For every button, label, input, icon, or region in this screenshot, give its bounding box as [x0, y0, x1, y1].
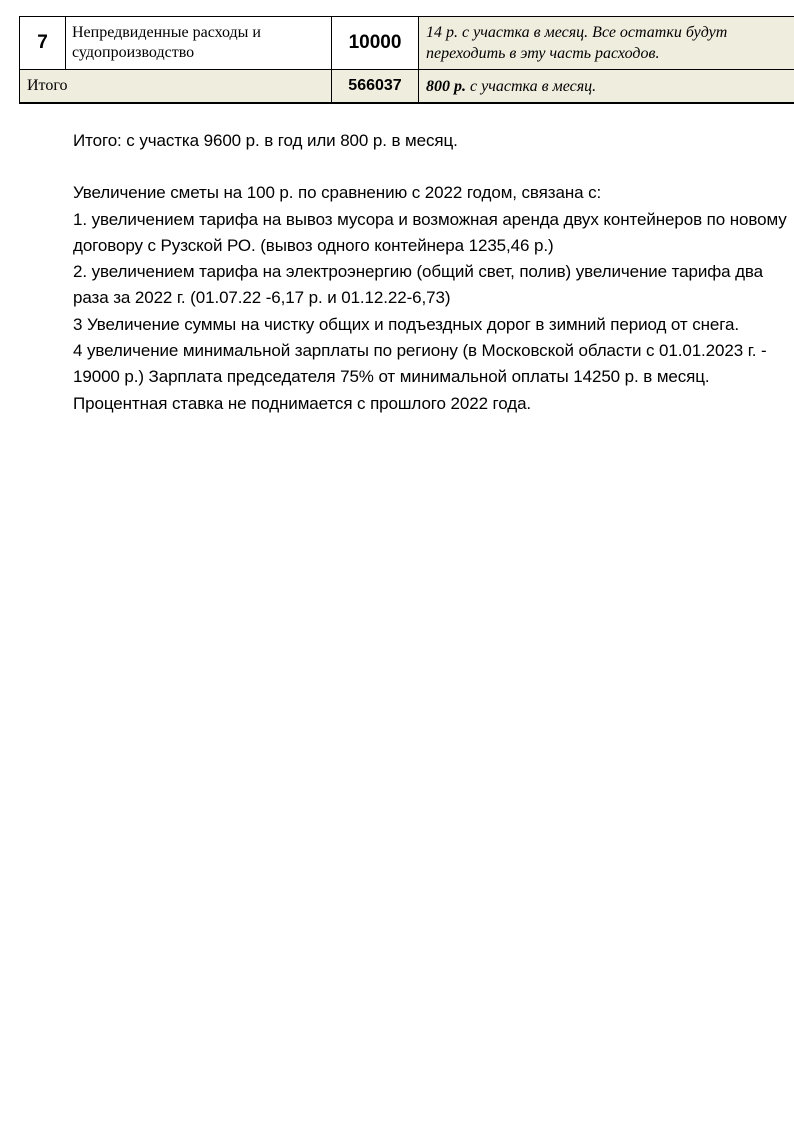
- total-row: [20, 70, 794, 104]
- reason-item: 4 увеличение минимальной зарплаты по региону (в Московской области с 01.01.2023 г. - 19000 р.) Зарплата председателя 75% от минимальной оплаты 14250 р. в месяц. Процентная ставка не поднимается с прошлого 2022 года.: [73, 341, 767, 413]
- summary-text: [73, 128, 794, 417]
- total-note-bold: 800 р.: [426, 77, 466, 95]
- increase-intro: Увеличение сметы на 100 р. по сравнению с 2022 годом, связана с:: [73, 183, 602, 203]
- expense-name-line: Непредвиденные расходы и: [72, 24, 261, 41]
- total-label: Итого: [20, 70, 332, 104]
- total-note-rest: с участка в месяц.: [466, 77, 597, 95]
- reason-item: 1. увеличением тарифа на вывоз мусора и возможная аренда двух контейнеров по новому договору с Рузской РО. (вывоз одного контейнера 1235,46 р.): [73, 209, 787, 255]
- expense-name-line: судопроизводство: [72, 44, 195, 61]
- reason-item: 2. увеличением тарифа на электроэнергию (общий свет, полив) увеличение тарифа два раза за 2022 г. (01.07.22 -6,17 р. и 01.12.22-6,73): [73, 262, 764, 308]
- expense-name: [66, 17, 332, 70]
- table-row: [20, 17, 794, 70]
- expense-note-line: 14 р. с участка в месяц. Все остатки будут: [426, 24, 728, 41]
- paragraph-gap: [73, 154, 794, 180]
- row-number: 7: [20, 17, 66, 70]
- total-per-plot-line: Итого: с участка 9600 р. в год или 800 р. в месяц.: [73, 131, 458, 150]
- expense-note-line: переходить в эту часть расходов.: [426, 45, 660, 62]
- expense-sum: 10000: [332, 17, 419, 70]
- expense-note: [419, 17, 794, 70]
- reason-item: 3 Увеличение суммы на чистку общих и подъездных дорог в зимний период от снега.: [73, 314, 739, 334]
- total-note: [419, 70, 794, 104]
- budget-table: [19, 16, 794, 104]
- total-sum: 566037: [332, 70, 419, 104]
